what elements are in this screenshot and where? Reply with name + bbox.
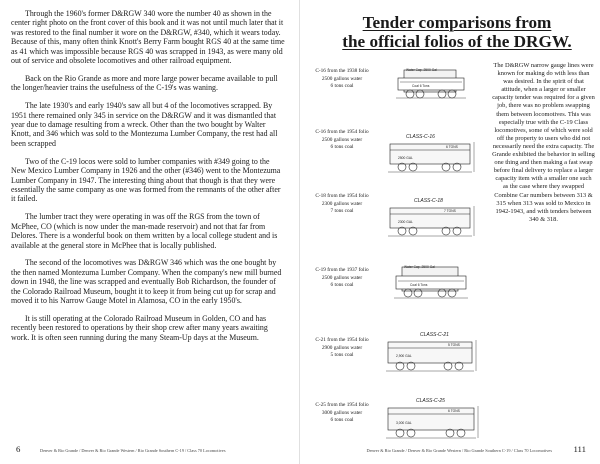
tender-drawing bbox=[388, 198, 474, 236]
drawing-label: Coal 6 Tons bbox=[412, 84, 430, 88]
drawing-label: 2500 GAL bbox=[398, 156, 413, 160]
tender-drawings bbox=[376, 62, 486, 452]
drawing-class-label: CLASS-C-25 bbox=[416, 398, 445, 404]
drawing-label: 3,000 GAL bbox=[396, 421, 412, 425]
body-text bbox=[11, 9, 285, 351]
tender-drawing bbox=[394, 265, 468, 298]
drawing-label: 5 TONS bbox=[448, 343, 460, 347]
page-heading bbox=[312, 13, 600, 51]
running-footer: Denver & Rio Grande / Denver & Rio Grande Western / Rio Grande Southern C-19 / Class 70 Locomotives bbox=[40, 448, 226, 453]
tender-caption: C-18 from the 1954 folio 2300 gallons water 7 tons coal bbox=[315, 193, 369, 215]
tender-caption: C-16 from the 1938 folio 2500 gallons water 6 tons coal bbox=[315, 68, 369, 90]
tender-drawing bbox=[386, 332, 476, 371]
paragraph: The second of the locomotives was D&RGW 346 which was the one bought by the then named Montezuma Lumber Company. When the company's new mill burned down in 1948, the line was scrapped and eventually Bob Richardson, the founder of the Colorado Railroad Museum, bought it to keep it from being cut up for scrap and moved it to his Narrow Gauge Motel in Alamosa, CO in the early 1950's. bbox=[11, 258, 282, 306]
drawing-class-label: CLASS-C-21 bbox=[420, 332, 449, 338]
drawing-class-label: CLASS-C-16 bbox=[406, 134, 435, 140]
tender-caption: C-21 from the 1954 folio 2900 gallons water 5 tons coal bbox=[315, 337, 369, 359]
tender-caption: C-25 from the 1954 folio 3000 gallons water 6 tons coal bbox=[315, 402, 369, 424]
drawing-label: 6 TONS bbox=[448, 409, 460, 413]
drawing-label: 2300 GAL bbox=[398, 220, 413, 224]
tender-drawings-svg bbox=[376, 62, 486, 452]
heading-line: Tender comparisons from bbox=[362, 13, 552, 32]
drawing-label: 7 TONS bbox=[444, 209, 456, 213]
paragraph: The lumber tract they were operating in was off the RGS from the town of McPhee, CO (which is now under the man-made reservoir) and not that far from Delores. There is a wonderful book on them written by a local college student and is available at the general store in McPhee that is locally published. bbox=[11, 212, 278, 250]
paragraph: Through the 1960's former D&RGW 340 wore the number 40 as shown in the center right photo on the front cover of this book and it was not until much later that it was restored to the final number it wore on the D&RGW, #340, which it wears today. Because of this, many often think Knott's Berry Farm bought RGS 40 at the same time as 41 which was impossible because RGS 40 was scrapped in 1943, as were many old out of service and obsolete locomotives and other railroad equipment. bbox=[11, 9, 285, 66]
drawing-label: Water Cap. 2500 Gal bbox=[406, 68, 437, 72]
heading-line: the official folios of the DRGW. bbox=[342, 32, 572, 51]
drawing-label: Coal 6 Tons bbox=[410, 283, 428, 287]
tender-drawing bbox=[388, 134, 474, 172]
paragraph: The late 1930's and early 1940's saw all but 4 of the locomotives scrapped. By 1951 there remained only 345 in service on the D&RGW and it was dismantled that year due to damage resulting from a wreck. Other than the two bought by Walter Knott, and 346 which was sold to the Montezuma Lumber Company, the rest had all been scrapped bbox=[11, 101, 278, 148]
drawing-label: 2,900 GAL bbox=[396, 354, 412, 358]
drawing-label: Water Cap. 2500 Gal bbox=[404, 265, 435, 269]
side-text: The D&RGW narrow gauge lines were known for making do with less than was desired. In the spirit of that attitude, when a larger or smaller capacity tender was required for a given job, there was no problem swapping them between locomotives. This was especially true with the C-19 Class locomotives, some of which were sold off the property to users who did not necessarily need the extra capacity. The Grande exhibited the behavior in selling one thing and then making a fast swap before final delivery to replace a larger capacity item with a smaller one such as the case where they swapped Combine Car numbers between 313 & 315 when 313 was sold to Mexico in 1942-1943, and with tenders between 340 & 318. bbox=[492, 62, 595, 223]
page-number: 6 bbox=[16, 444, 21, 454]
tender-drawing bbox=[386, 398, 478, 438]
running-footer: Denver & Rio Grande / Denver & Rio Grande Western / Rio Grande Southern C-19 / Class 70 Locomotives bbox=[366, 448, 552, 453]
right-page bbox=[300, 0, 600, 464]
drawing-label: 6 TONS bbox=[446, 145, 458, 149]
paragraph: Two of the C-19 locos were sold to lumber companies with #349 going to the New Mexico Lumber Company in 1926 and the other (#346) went to the Montezuma Lumber Company in 1947. The interesting thing about that though is that they were essentially the same company as one was formed from the remnants of the other after it failed. bbox=[11, 156, 281, 204]
tender-drawing bbox=[396, 68, 466, 98]
paragraph: It is still operating at the Colorado Railroad Museum in Golden, CO and has recently been restored to operations by their shop crew after many years awaiting work. It is often seen running during the many Steam-Up days at the Museum. bbox=[11, 313, 268, 342]
paragraph: Back on the Rio Grande as more and more large power became available to pull the longer/heavier trains the usefulness of the C-19's was waning. bbox=[11, 73, 278, 93]
tender-caption: C-19 from the 1937 folio 2500 gallons water 6 tons coal bbox=[315, 267, 369, 289]
tender-caption: C-16 from the 1954 folio 2500 gallons water 6 tons coal bbox=[315, 129, 369, 151]
drawing-class-label: CLASS-C-18 bbox=[414, 198, 443, 204]
page-number: 111 bbox=[573, 444, 586, 454]
